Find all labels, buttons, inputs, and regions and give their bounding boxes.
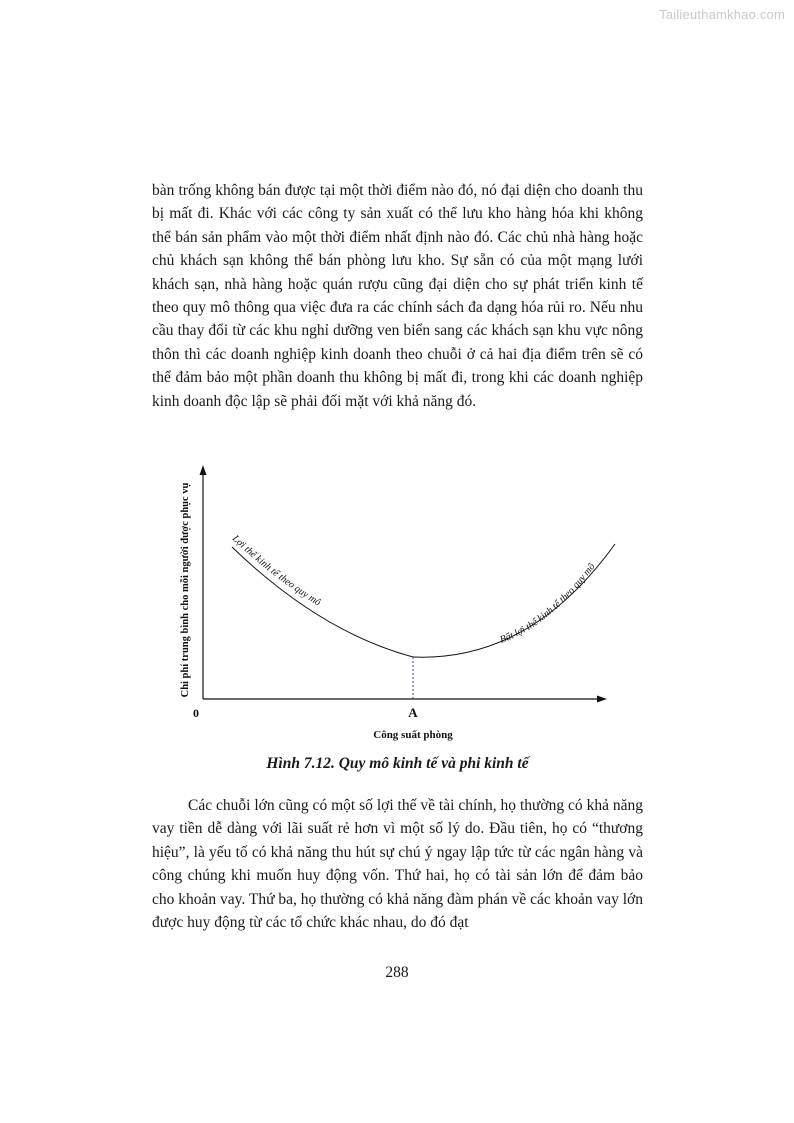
min-point-label: A xyxy=(408,705,418,720)
page-number: 288 xyxy=(385,964,409,981)
origin-label: 0 xyxy=(193,706,199,720)
left-curve-label: Lợi thế kinh tế theo quy mô xyxy=(229,533,323,609)
paragraph-2: Các chuỗi lớn cũng có một số lợi thế về tài chính, họ thường có khả năng vay tiền dễ dàng với lãi suất rẻ hơn vì một số lý do. Đầu tiên, họ có “thương hiệu”, là yếu tố có khả năng thu hút sự chú ý ngay lập tức từ các ngân hàng và công chúng khi muốn huy động vốn. Thứ hai, họ có tài sản lớn để đảm bảo cho khoản vay. Thứ ba, họ thường có khả năng đàm phán về các khoản vay lớn được huy động từ các tổ chức khác nhau, do đó đạt xyxy=(152,797,643,932)
figure-svg xyxy=(170,462,620,747)
paragraph-1: bàn trống không bán được tại một thời điểm nào đó, nó đại diện cho doanh thu bị mất đi. Khác với các công ty sản xuất có thể lưu kho hàng hóa khi không thể bán sản phẩm vào một thời điểm nhất định nào đó. Các chủ nhà hàng hoặc chủ khách sạn không thể bán phòng lưu kho. Sự sẵn có của một mạng lưới khách sạn, nhà hàng hoặc quán rượu cũng đại diện cho sự phát triển kinh tế theo quy mô thông qua việc đưa ra các chính sách đa dạng hóa rủi ro. Nếu nhu cầu thay đổi từ các khu nghỉ dưỡng ven biển sang các khách sạn khu vực nông thôn thì các doanh nghiệp kinh doanh theo chuỗi ở cả hai địa điểm trên sẽ có thể đảm bảo một phần doanh thu không bị mất đi, trong khi các doanh nghiệp kinh doanh độc lập sẽ phải đối mặt với khả năng đó. xyxy=(152,182,643,410)
x-axis-arrow-icon xyxy=(597,696,607,703)
watermark: Tailieuthamkhao.com xyxy=(659,7,785,22)
y-axis-arrow-icon xyxy=(200,465,207,475)
y-axis-label: Chi phí trung bình cho mỗi người được phục vụ xyxy=(180,482,191,698)
figure-caption: Hình 7.12. Quy mô kinh tế và phi kinh tế xyxy=(266,755,529,772)
x-axis-label: Công suất phòng xyxy=(373,729,453,741)
economies-of-scale-figure xyxy=(170,462,620,747)
right-curve-label: Bất lợi thế kinh tế theo quy mô xyxy=(498,561,598,646)
